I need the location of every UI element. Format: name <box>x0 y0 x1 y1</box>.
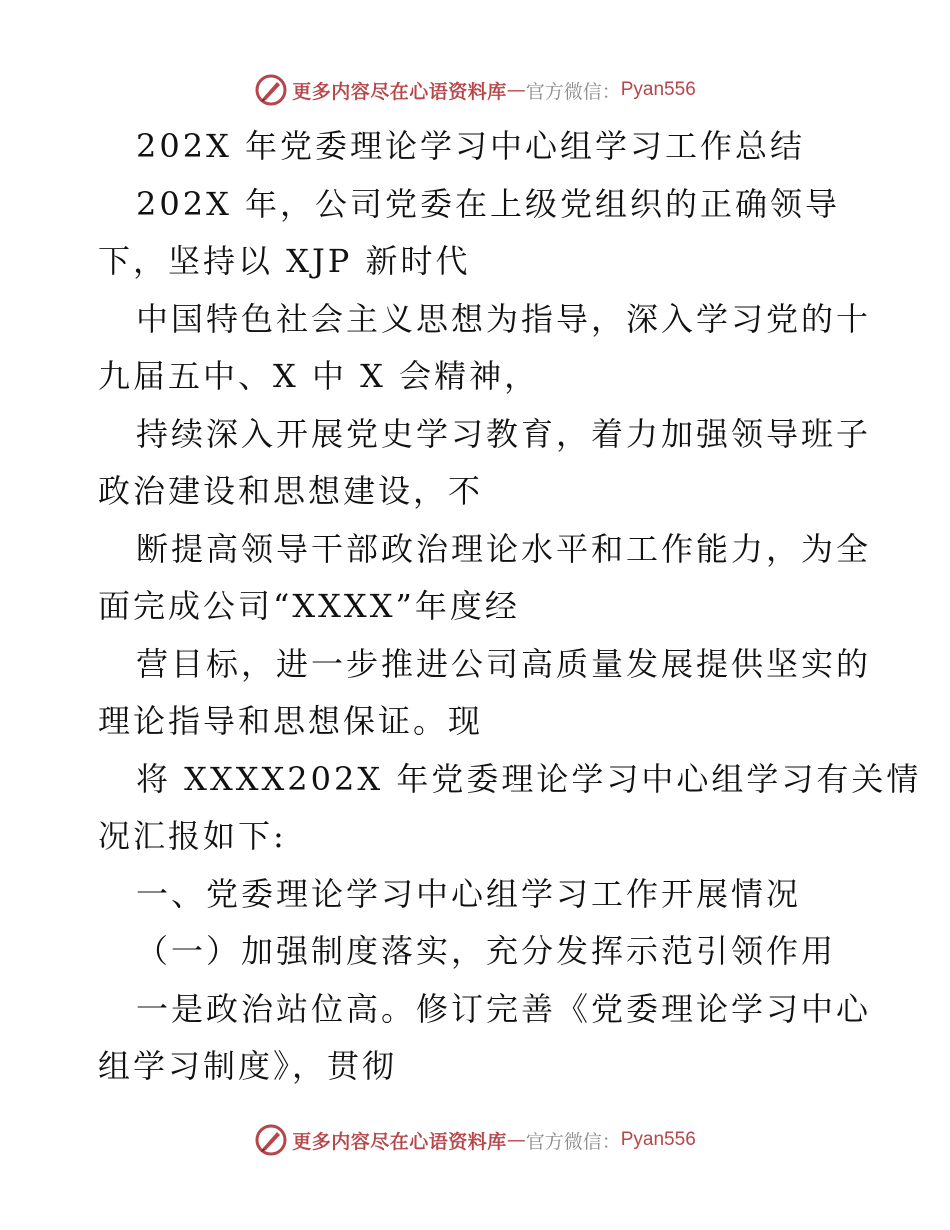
paragraph-line: 面完成公司“XXXX”年度经 <box>98 587 520 625</box>
banner-official-label: 官方微信： <box>525 80 621 103</box>
banner-site-text: 更多内容尽在心语资料库 <box>292 80 507 103</box>
banner-account: Pyan556 <box>620 1129 696 1150</box>
paragraph-line: 下，坚持以 XJP 新时代 <box>98 242 471 280</box>
banner-official-label: 官方微信： <box>525 1130 621 1153</box>
paragraph-line: 组学习制度》，贯彻 <box>98 1047 398 1085</box>
footer-banner <box>0 1120 950 1160</box>
banner-dash: — <box>506 79 526 101</box>
pen-circle-logo-icon <box>254 1123 288 1157</box>
paragraph-line: 九届五中、X 中 X 会精神， <box>98 357 540 395</box>
document-body <box>98 118 922 1096</box>
paragraph-line: 持续深入开展党史学习教育，着力加强领导班子 <box>136 414 872 453</box>
banner-site-text: 更多内容尽在心语资料库 <box>292 1130 507 1153</box>
pen-circle-logo-icon <box>254 73 288 107</box>
paragraph-line: 断提高领导干部政治理论水平和工作能力，为全 <box>136 529 872 568</box>
subsection-heading: （一）加强制度落实，充分发挥示范引领作用 <box>136 932 837 970</box>
paragraph-line: 况汇报如下: <box>98 817 287 855</box>
section-heading: 一、党委理论学习中心组学习工作开展情况 <box>136 874 802 913</box>
paragraph-line: 将 XXXX202X 年党委理论学习中心组学习有关情 <box>136 759 922 798</box>
paragraph-line: 中国特色社会主义思想为指导，深入学习党的十 <box>136 299 872 338</box>
paragraph-line: 一是政治站位高。修订完善《党委理论学习中心 <box>136 989 872 1028</box>
banner-dash: — <box>506 1129 526 1151</box>
document-title: 202X 年党委理论学习中心组学习工作总结 <box>136 127 806 165</box>
paragraph-line: 202X 年，公司党委在上级党组织的正确领导 <box>136 184 841 223</box>
paragraph-line: 营目标，进一步推进公司高质量发展提供坚实的 <box>136 644 872 683</box>
header-banner <box>0 70 950 110</box>
paragraph-line: 政治建设和思想建设，不 <box>98 472 484 510</box>
banner-account: Pyan556 <box>620 79 696 100</box>
paragraph-line: 理论指导和思想保证。现 <box>98 702 484 740</box>
